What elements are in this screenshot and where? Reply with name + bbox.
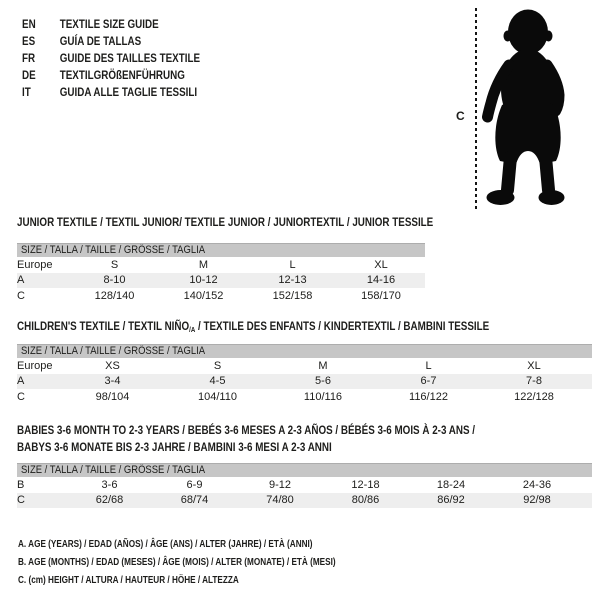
table-row-europe <box>17 358 592 374</box>
table-row-europe <box>17 257 425 273</box>
age-cell: 12-13 <box>278 274 307 287</box>
table-row-height <box>17 389 592 405</box>
size-cell: S <box>213 359 222 372</box>
age-cell: 14-16 <box>366 274 396 287</box>
lang-row-fr <box>22 50 239 67</box>
note-age-months: B. AGE (MONTHS) / EDAD (MESES) / ÂGE (MOIS) / ALTER (MONATE) / ETÀ (MESI) <box>18 556 336 568</box>
size-cell: XL <box>527 359 541 372</box>
children-size-table <box>17 358 592 405</box>
height-cell: 80/86 <box>351 494 380 507</box>
row-label: C <box>17 289 25 302</box>
children-section <box>17 320 592 412</box>
lang-row-de <box>22 67 239 84</box>
age-cell: 6-7 <box>420 375 437 388</box>
age-cell: 8-10 <box>103 274 126 287</box>
baby-silhouette <box>480 5 595 210</box>
height-cell: 74/80 <box>266 494 294 507</box>
age-cell: 24-36 <box>522 478 552 491</box>
size-header-bar: SIZE / TALLA / TAILLE / GRÖSSE / TAGLIA <box>17 243 425 257</box>
height-cell: 68/74 <box>180 494 209 507</box>
height-cell: 122/128 <box>514 390 554 403</box>
junior-section <box>17 215 434 311</box>
lang-code: DE <box>22 68 36 82</box>
age-cell: 10-12 <box>189 274 218 287</box>
lang-label: TEXTILE SIZE GUIDE <box>59 17 159 31</box>
table-row-age-months <box>17 477 592 493</box>
size-header-bar: SIZE / TALLA / TAILLE / GRÖSSE / TAGLIA <box>17 344 592 358</box>
size-cell: L <box>289 258 296 271</box>
age-cell: 3-6 <box>101 478 118 491</box>
lang-row-it <box>22 84 239 101</box>
legend-notes <box>18 535 425 589</box>
lang-code: ES <box>22 34 36 48</box>
note-height: C. (cm) HEIGHT / ALTURA / HAUTEUR / HÖHE / ALTEZZA <box>18 574 239 586</box>
lang-row-en <box>22 16 239 33</box>
age-cell: 5-6 <box>315 375 331 388</box>
age-cell: 12-18 <box>351 478 380 491</box>
children-section-title: CHILDREN'S TEXTILE / TEXTIL $NIÑO_{/A}$ / TEXTILE DES ENFANTS / KINDERTEXTIL / BAMBINI TESSILE <box>17 319 490 334</box>
height-cell: 104/110 <box>198 390 237 403</box>
age-cell: 6-9 <box>186 478 203 491</box>
height-cell: 158/170 <box>361 289 401 302</box>
junior-size-table <box>17 257 425 304</box>
row-label: B <box>17 478 25 491</box>
height-cell: 92/98 <box>523 494 551 507</box>
note-age-years: A. AGE (YEARS) / EDAD (AÑOS) / ÂGE (ANS) / ALTER (JAHRE) / ETÀ (ANNI) <box>18 538 313 550</box>
height-dimension-label: C <box>456 109 465 123</box>
lang-label: GUÍA DE TALLAS <box>59 34 142 48</box>
table-row-age <box>17 374 592 390</box>
row-label: C <box>17 390 25 403</box>
size-cell: M <box>198 258 209 271</box>
age-cell: 3-4 <box>104 375 121 388</box>
lang-label: TEXTILGRÖßENFÜHRUNG <box>59 68 185 82</box>
lang-label: GUIDA ALLE TAGLIE TESSILI <box>59 85 198 99</box>
height-cell: 110/116 <box>303 390 343 403</box>
table-row-age <box>17 273 425 289</box>
height-cell: 128/140 <box>94 289 135 302</box>
babies-section-title: BABIES 3-6 MONTH TO 2-3 YEARS / BEBÉS 3-6 MESES A 2-3 AÑOS / BÉBÉS 3-6 MOIS À 2-3 ANS / BABYS 3-6 MONATE BIS 2-3 JAHRE / BAMBINI 3-6 MESI A 2-3 ANNI <box>17 423 476 454</box>
row-label: C <box>17 494 25 507</box>
lang-row-es <box>22 33 239 50</box>
age-cell: 18-24 <box>436 478 466 491</box>
lang-code: IT <box>22 85 31 99</box>
row-label: A <box>17 375 25 388</box>
title-subscript: /A <box>189 325 196 334</box>
height-cell: 62/68 <box>95 494 124 507</box>
lang-code: EN <box>22 17 36 31</box>
lang-code: FR <box>22 51 36 65</box>
junior-section-title: JUNIOR TEXTILE / TEXTIL JUNIOR/ TEXTILE JUNIOR / JUNIORTEXTIL / JUNIOR TESSILE <box>17 215 434 229</box>
babies-section <box>17 422 592 512</box>
table-row-height <box>17 493 592 509</box>
height-cell: 152/158 <box>272 289 313 302</box>
height-cell: 116/122 <box>409 390 448 403</box>
height-dimension-line <box>475 8 477 209</box>
size-cell: XS <box>105 359 120 372</box>
height-cell: 140/152 <box>183 289 224 302</box>
babies-size-table <box>17 477 592 508</box>
age-cell: 7-8 <box>526 375 542 388</box>
row-label: A <box>17 274 25 287</box>
size-cell: XL <box>374 258 388 271</box>
table-row-height <box>17 288 425 304</box>
size-cell: L <box>425 359 432 372</box>
lang-label: GUIDE DES TAILLES TEXTILE <box>59 51 201 65</box>
size-cell: S <box>110 258 119 271</box>
age-cell: 9-12 <box>268 478 292 491</box>
size-cell: M <box>318 359 328 372</box>
height-cell: 86/92 <box>437 494 465 507</box>
language-header <box>22 16 239 101</box>
age-cell: 4-5 <box>209 375 226 388</box>
size-header-bar: SIZE / TALLA / TAILLE / GRÖSSE / TAGLIA <box>17 463 592 477</box>
row-label: Europe <box>17 258 53 271</box>
row-label: Europe <box>17 359 53 372</box>
height-cell: 98/104 <box>95 390 130 403</box>
